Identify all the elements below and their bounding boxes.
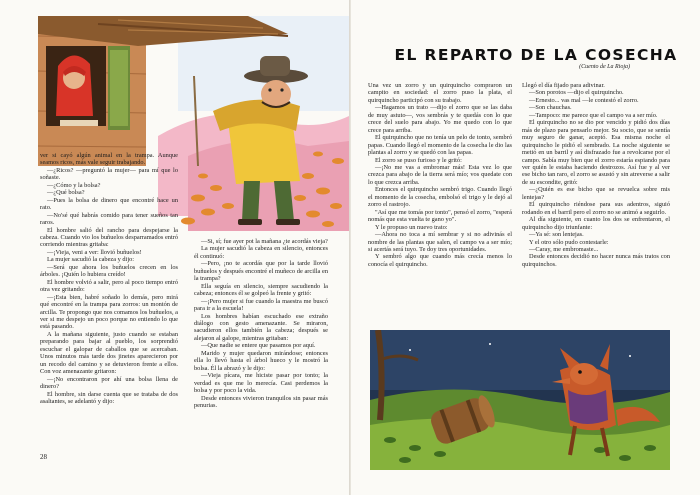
paragraph: Una vez un zorro y un quirquincho compraron un campito en sociedad: el zorro puso la plata, el quirquincho participó con su trabajo. [368,82,512,104]
paragraph: —Son chauchas. [529,104,572,112]
paragraph: —¿Qué bolsa? [47,189,85,197]
paragraph: El hombre volvió a salir, pero al poco tiempo entró otra vez gritando: [40,278,178,294]
paragraph: —Ahora no toca a mí sembrar y si no adivinás el nombre de las plantas que salen, el campo va a ser mío; si acertás será tuyo. Te doy tres oportunidades. [368,231,512,253]
left-page [0,0,349,495]
paragraph: —Ernesto... vas mal —le contestó el zorro. [529,96,639,104]
paragraph: —¿Cómo y la bolsa? [47,181,101,189]
paragraph: Y le propuso un nuevo trato: [375,223,448,231]
paragraph: —¿Quién es ese bicho que se revuelca sobre mis lentejas? [522,186,670,201]
paragraph: —¿Ricos? —preguntó la mujer— para mí que lo soñaste. [40,166,178,182]
paragraph: —Será que ahora los buñuelos crecen en los árboles. ¡Quién lo hubiera creído! [40,263,178,279]
left-page-column-1 [40,152,178,450]
paragraph: —¡Pero mujer si fue cuando la maestra me buscó para ir a la escuela! [194,297,328,313]
paragraph: Los hombres habían escuchado ese extraño diálogo con gesto amenazante. Se miraron, sacudieron ellos también la cabeza; después se alejaron al galope, mientras gritaban: [194,312,328,342]
paragraph: "Así que me tomás por tonto", pensó el zorro, "esperá nomás que esta vuelta te gano yo". [368,208,512,224]
paragraph: Y el otro sólo pudo contestarle: [529,238,609,246]
paragraph: El quirquincho riéndose para sus adentros, siguió rodando en el barril pero el zorro no se animó a seguirlo. [522,201,670,216]
paragraph: Entonces el quirquincho sembró trigo. Cuando llegó el momento de la cosecha, embolsó el trigo y le dejó al zorro el rastrojo. [368,186,512,209]
paragraph: —Que nadie se entere que pasamos por aquí. [201,342,316,350]
paragraph: A la mañana siguiente, justo cuando se estaban preparando para bajar al pueblo, los sorprendió escuchar el galopar de caballos que se acercaban. Unos minutos más tarde dos jinetes aparecieron por un recodo del camino y se detuvieron frente a ellos. Con voz amenazante gritaron: [40,330,178,376]
paragraph: El hombre, sin darse cuenta que se trataba de dos asaltantes, se adelantó y dijo: [40,390,178,405]
paragraph: La mujer sacudió la cabeza en silencio, entonces él continuó: [194,245,328,260]
paragraph: —¡No me vas a embromar más! Esta vez lo que crezca para abajo de la tierra será mío; vos quedate con lo que crezca arriba. [368,163,512,186]
paragraph: —¡Esta bien, habré soñado lo demás, pero mirá qué encontré en la trampa para zorros: un montón de arcilla. Te propongo que nos comamos los buñuelos, a ver si me despejo un poco porque no entiendo lo que está pasando. [40,293,178,331]
paragraph: —Caray, me embromaste... [529,245,599,253]
page-number: 28 [40,453,47,461]
paragraph: —No'sé qué habrás comido para tener sueños tan raros. [40,211,178,227]
paragraph: Ella seguía en silencio, siempre sacudiendo la cabeza; entonces él se golpeó la frente y gritó: [194,282,328,298]
paragraph: La mujer sacudió la cabeza y dijo: [47,256,135,264]
paragraph: El zorro se puso furioso y le gritó: [375,156,462,164]
paragraph: Al día siguiente, en cuanto los dos se enfrentaron, el quirquincho dijo triunfante: [522,216,670,231]
illustration-fox-and-barrel [370,330,670,470]
paragraph: ver si cayó algún animal en la trampa. Aunque seamos ricos, más vale seguir trabajando. [40,152,178,167]
left-page-column-2 [194,238,328,450]
paragraph: El quirquincho no se dio por vencido y pidió dos días más de plazo para pensarlo mejor. Su socio, que se sentía muy seguro de ganar, aceptó. Esa misma noche el quirquincho le pidió el sembrado. La noche siguiente se metió en un barril y así disfrazado fue a revolcarse por el campo. Sabía muy bien que el zorro estaría espiando para ver quién le estaba haciendo destrozos. Así fue y al ver ese bicho tan raro, el zorro se asustó y sin atreverse a salir de su escondite, gritó: [522,119,670,186]
paragraph: Desde entonces decidió no hacer nunca más tratos con quirquinchos. [522,253,670,268]
paragraph: Y sembró algo que cuando más crecía menos lo conocía el quirquincho. [368,253,512,268]
story-title: EL REPARTO DE LA COSECHA [394,46,678,64]
paragraph: Desde entonces vivieron tranquilos sin pasar más penurias. [194,394,328,409]
paragraph: —Hagamos un trato —dijo el zorro que se las daba de muy astuto—, vos sembrás y te quedás con lo que crece del suelo para abajo. Yo me quedo con lo que crece para arriba. [368,104,512,134]
paragraph: —Si, sí; fue ayer pot la mañana ¿te acordás vieja? [201,238,328,245]
right-page-column-1 [368,82,512,342]
paragraph: Llegó el día fijado para adivinar. [522,82,605,89]
paragraph: —¡No encontraron por ahí una bolsa llena de dinero? [40,375,178,391]
paragraph: —Pero, ¡no te acordás que por la tarde llovió buñuelos y después encontré el muñeco de arcilla en la trampa? [194,260,328,283]
paragraph: El hombre salió del rancho para despejarse la cabeza. Cuando vio los buñuelos desparramados entró corriendo mientras gritaba: [40,226,178,249]
paragraph: —Ya sé: son lentejas. [529,231,584,239]
paragraph: —Vieja pícara, me hiciste pasar por tonto; la verdad es que me lo merecía. Casi perdemos la bolsa y por poco la vida. [194,372,328,395]
paragraph: —Son porotos —dijo el quirquincho. [529,89,624,97]
paragraph: Marido y mujer quedaron mirándose; entonces ella lo llevó hasta el árbol hueco y le mostró la bolsa. Él la abrazó y le dijo: [194,349,328,372]
story-subtitle: (Cuento de La Rioja) [579,64,630,70]
paragraph: El quirquincho que no tenía un pelo de tonto, sembró papas. Cuando llegó el momento de la cosecha le dio las plantas al zorro y se quedó con las papas. [368,134,512,157]
paragraph: —¡Vieja, veni a ver: llovió buñuelos! [47,248,142,256]
paragraph: —Tampoco: me parece que el campo va a ser mío. [529,111,658,119]
paragraph: —Pues la bolsa de dinero que encontré hace un rato. [40,196,178,212]
right-page-column-2 [522,82,670,342]
